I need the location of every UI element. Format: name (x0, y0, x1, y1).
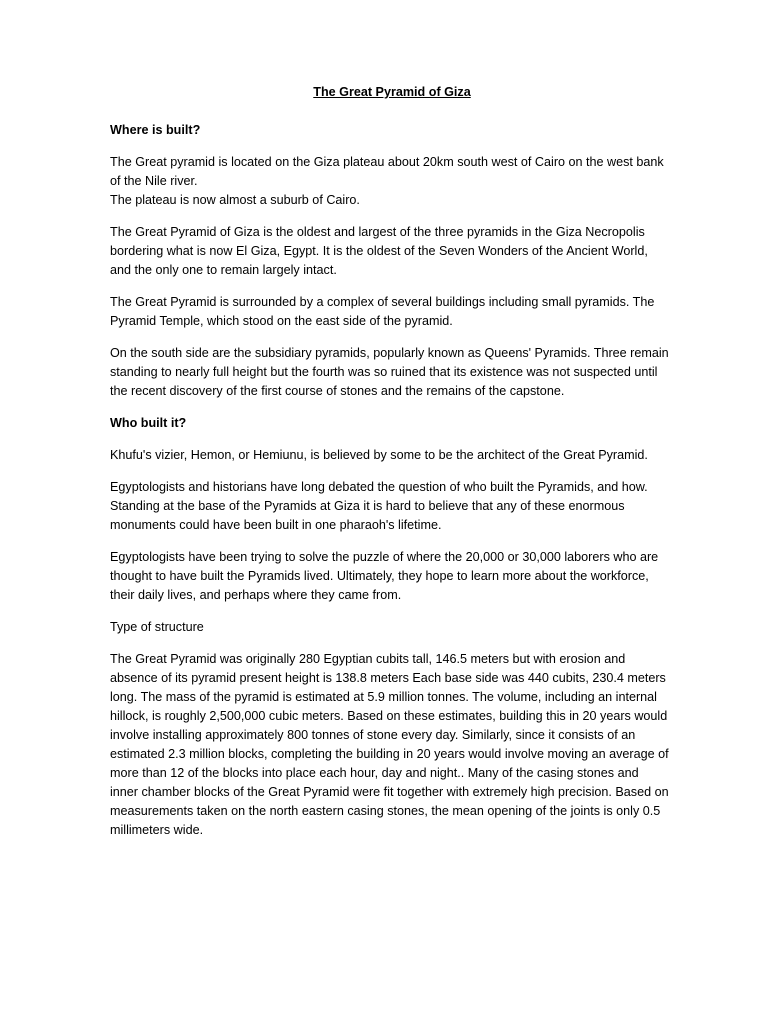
section-heading: Where is built? (110, 123, 201, 137)
paragraph: On the south side are the subsidiary pyramids, popularly known as Queens' Pyramids. Three remain standing to nearly full height but the fourth was so ruined that its existence was not suspected until the recent discovery of the first course of stones and the remains of the capstone. (110, 346, 669, 398)
paragraph: The Great pyramid is located on the Giza plateau about 20km south west of Cairo on the west bank of the Nile river. The plateau is now almost a suburb of Cairo. (110, 155, 664, 207)
section-heading: Who built it? (110, 416, 187, 430)
section-who-built (110, 414, 670, 605)
paragraph: Khufu's vizier, Hemon, or Hemiunu, is believed by some to be the architect of the Great Pyramid. (110, 448, 648, 462)
section-type-of-structure (110, 618, 670, 840)
paragraph: Egyptologists and historians have long debated the question of who built the Pyramids, and how. Standing at the base of the Pyramids at Giza it is hard to believe that any of these enormous monuments could have been built in one pharaoh's lifetime. (110, 480, 648, 532)
section-heading: Type of structure (110, 620, 204, 634)
document-title: The Great Pyramid of Giza (313, 85, 471, 99)
paragraph: The Great Pyramid of Giza is the oldest and largest of the three pyramids in the Giza Necropolis bordering what is now El Giza, Egypt. It is the oldest of the Seven Wonders of the Ancient World, and the only one to remain largely intact. (110, 225, 648, 277)
paragraph: The Great Pyramid was originally 280 Egyptian cubits tall, 146.5 meters but with erosion and absence of its pyramid present height is 138.8 meters Each base side was 440 cubits, 230.4 meters long. The mass of the pyramid is estimated at 5.9 million tonnes. The volume, including an internal hillock, is roughly 2,500,000 cubic meters. Based on these estimates, building this in 20 years would involve installing approximately 800 tonnes of stone every day. Similarly, since it consists of an estimated 2.3 million blocks, completing the building in 20 years would involve moving an average of more than 12 of the blocks into place each hour, day and night.. Many of the casing stones and inner chamber blocks of the Great Pyramid were fit together with extremely high precision. Based on measurements taken on the north eastern casing stones, the mean opening of the joints is only 0.5 millimeters wide. (110, 652, 669, 837)
document-body (110, 83, 670, 853)
section-where-built (110, 121, 670, 401)
paragraph: The Great Pyramid is surrounded by a complex of several buildings including small pyramids. The Pyramid Temple, which stood on the east side of the pyramid. (110, 295, 655, 328)
paragraph: Egyptologists have been trying to solve the puzzle of where the 20,000 or 30,000 laborers who are thought to have built the Pyramids lived. Ultimately, they hope to learn more about the workforce, their daily lives, and perhaps where they came from. (110, 550, 659, 602)
